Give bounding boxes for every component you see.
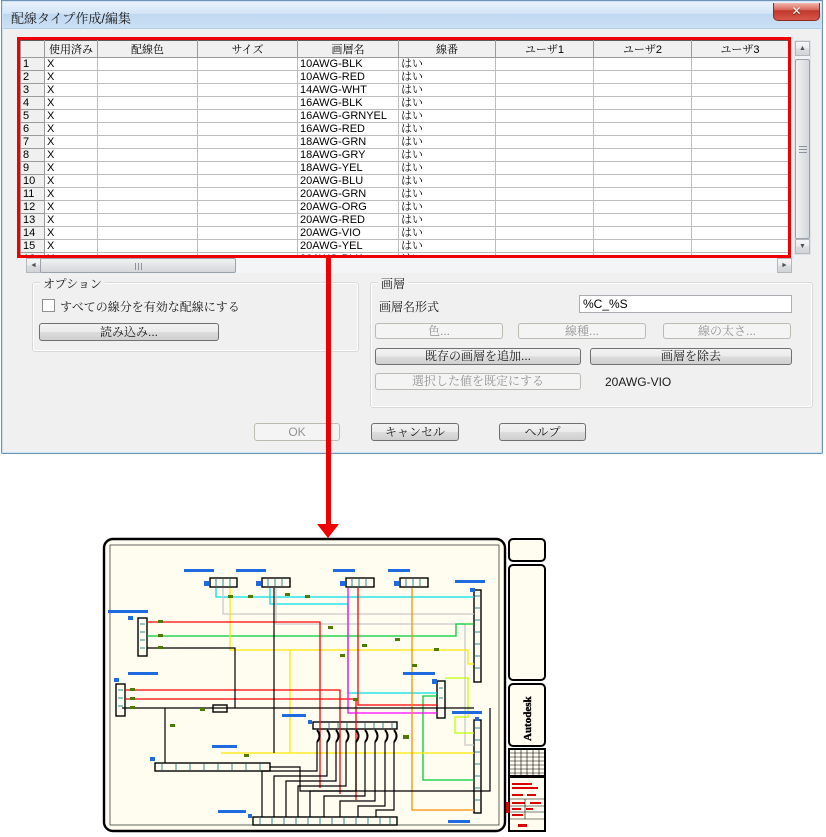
color-button[interactable]: 色... — [375, 323, 503, 339]
grid-cell: 20AWG-BLU — [298, 175, 399, 188]
grid-cell — [692, 201, 789, 214]
grid-cell — [496, 227, 594, 240]
table-row[interactable] — [21, 175, 789, 188]
grid-cell — [692, 240, 789, 253]
grid-cell — [98, 58, 198, 71]
row-number-cell: 14 — [21, 227, 45, 240]
horizontal-scroll-thumb[interactable] — [40, 258, 236, 273]
grid-cell — [98, 136, 198, 149]
grid-cell: はい — [399, 240, 496, 253]
row-number-cell: 2 — [21, 71, 45, 84]
grid-cell — [98, 123, 198, 136]
grid-cell — [98, 201, 198, 214]
annotation-arrow-head — [317, 524, 339, 538]
remove-layer-button[interactable]: 画層を除去 — [590, 348, 792, 365]
column-header[interactable]: 配線色 — [98, 41, 198, 58]
scroll-right-icon[interactable]: ► — [777, 258, 792, 273]
grid-cell — [594, 58, 692, 71]
grid-cell: X — [45, 71, 98, 84]
vertical-scrollbar[interactable] — [794, 40, 811, 255]
grid-cell: はい — [399, 149, 496, 162]
grid-cell — [594, 123, 692, 136]
grid-cell: はい — [399, 84, 496, 97]
grid-cell — [198, 227, 298, 240]
cancel-button[interactable]: キャンセル — [371, 423, 459, 441]
scroll-down-icon[interactable]: ▼ — [795, 239, 810, 254]
grid-cell — [496, 110, 594, 123]
grid-cell: X — [45, 175, 98, 188]
grid-cell: 20AWG-RED — [298, 214, 399, 227]
grid-cell — [496, 214, 594, 227]
grid-cell — [692, 175, 789, 188]
grid-cell: X — [45, 110, 98, 123]
table-row[interactable] — [21, 71, 789, 84]
grid-cell: X — [45, 240, 98, 253]
scroll-left-icon[interactable]: ◄ — [26, 258, 41, 273]
grid-cell — [594, 175, 692, 188]
grid-cell — [496, 136, 594, 149]
grid-cell — [692, 123, 789, 136]
horizontal-scrollbar[interactable] — [26, 258, 792, 273]
grid-cell — [198, 97, 298, 110]
valid-wires-checkbox-label[interactable]: すべての線分を有効な配線にする — [60, 300, 240, 314]
row-number-cell: 5 — [21, 110, 45, 123]
grid-cell — [198, 162, 298, 175]
column-header[interactable] — [21, 41, 45, 58]
grid-cell: 10AWG-BLK — [298, 58, 399, 71]
grid-cell: はい — [399, 58, 496, 71]
grid-cell: はい — [399, 123, 496, 136]
import-button[interactable]: 読み込み... — [39, 323, 219, 341]
grid-cell — [98, 71, 198, 84]
lineweight-button[interactable]: 線の太さ... — [663, 323, 791, 339]
column-header[interactable]: ユーザ1 — [496, 41, 594, 58]
column-header[interactable]: サイズ — [198, 41, 298, 58]
grid-cell: 16AWG-BLK — [298, 97, 399, 110]
grid-cell — [594, 110, 692, 123]
column-header[interactable]: 使用済み — [45, 41, 98, 58]
wire-type-table — [20, 40, 789, 258]
grid-cell — [98, 214, 198, 227]
grid-cell — [692, 214, 789, 227]
grid-cell — [98, 227, 198, 240]
layer-group-label: 画層 — [378, 275, 408, 292]
ok-button[interactable]: OK — [254, 423, 340, 441]
grid-cell — [692, 227, 789, 240]
grid-cell: X — [45, 227, 98, 240]
grid-cell: 16AWG-GRNYEL — [298, 110, 399, 123]
grid-cell: はい — [399, 188, 496, 201]
grid-cell: X — [45, 84, 98, 97]
table-row[interactable] — [21, 123, 789, 136]
grid-cell — [692, 58, 789, 71]
row-number-cell: 15 — [21, 240, 45, 253]
row-number-cell: 9 — [21, 162, 45, 175]
grid-cell — [496, 149, 594, 162]
grid-cell — [198, 84, 298, 97]
grid-cell — [98, 162, 198, 175]
grid-cell — [594, 227, 692, 240]
grid-cell — [594, 240, 692, 253]
grid-cell: はい — [399, 71, 496, 84]
grid-cell: 16AWG-RED — [298, 123, 399, 136]
grid-cell — [692, 110, 789, 123]
grid-cell: はい — [399, 162, 496, 175]
cad-drawing — [100, 536, 550, 836]
table-row[interactable] — [21, 240, 789, 253]
grid-cell — [594, 162, 692, 175]
column-header[interactable]: ユーザ2 — [594, 41, 692, 58]
grid-cell — [594, 201, 692, 214]
grid-cell: 18AWG-GRN — [298, 136, 399, 149]
grid-cell — [594, 214, 692, 227]
grid-cell: X — [45, 214, 98, 227]
grid-cell — [198, 149, 298, 162]
grid-cell: 14AWG-WHT — [298, 84, 399, 97]
grid-cell: X — [45, 162, 98, 175]
grid-cell: はい — [399, 136, 496, 149]
grid-cell — [98, 110, 198, 123]
grid-cell — [594, 84, 692, 97]
grid-cell — [594, 97, 692, 110]
grid-cell: 18AWG-GRY — [298, 149, 399, 162]
grid-cell — [496, 175, 594, 188]
close-button[interactable] — [773, 3, 820, 21]
options-group — [32, 282, 359, 352]
close-icon: ✕ — [791, 4, 802, 18]
column-header[interactable]: ユーザ3 — [692, 41, 789, 58]
grid-cell — [496, 201, 594, 214]
layer-format-input[interactable] — [579, 295, 792, 313]
table-row[interactable] — [21, 149, 789, 162]
grid-cell: 20AWG-YEL — [298, 240, 399, 253]
grid-cell: X — [45, 123, 98, 136]
grid-cell: 20AWG-ORG — [298, 201, 399, 214]
table-row[interactable] — [21, 136, 789, 149]
set-default-button[interactable]: 選択した値を既定にする — [375, 373, 581, 390]
grid-cell — [594, 188, 692, 201]
scroll-up-icon[interactable]: ▲ — [795, 41, 810, 56]
grid-cell: X — [45, 201, 98, 214]
table-row[interactable] — [21, 201, 789, 214]
grid-cell — [198, 110, 298, 123]
row-number-cell: 13 — [21, 214, 45, 227]
grid-cell: はい — [399, 227, 496, 240]
row-number-cell: 3 — [21, 84, 45, 97]
grid-cell — [692, 188, 789, 201]
table-row[interactable] — [21, 97, 789, 110]
grid-cell — [496, 97, 594, 110]
add-existing-layer-button[interactable]: 既存の画層を追加... — [375, 348, 581, 365]
grid-cell — [594, 71, 692, 84]
dialog-titlebar[interactable] — [3, 2, 821, 29]
row-number-cell: 1 — [21, 58, 45, 71]
grid-cell: はい — [399, 175, 496, 188]
grid-cell — [198, 175, 298, 188]
help-button[interactable]: ヘルプ — [499, 423, 586, 441]
table-row[interactable] — [21, 58, 789, 71]
annotation-arrow-line — [326, 255, 331, 526]
grid-cell — [496, 162, 594, 175]
wire-type-dialog — [1, 0, 823, 454]
grid-cell — [198, 201, 298, 214]
row-number-cell: 4 — [21, 97, 45, 110]
grid-cell: 20AWG-VIO — [298, 227, 399, 240]
grid-cell — [198, 136, 298, 149]
grid-cell — [198, 71, 298, 84]
grid-cell — [198, 188, 298, 201]
table-header-row[interactable] — [21, 41, 789, 58]
table-row[interactable] — [21, 110, 789, 123]
table-row[interactable] — [21, 214, 789, 227]
table-row[interactable] — [21, 227, 789, 240]
grid-cell: はい — [399, 201, 496, 214]
grid-cell — [692, 162, 789, 175]
grid-cell — [692, 149, 789, 162]
grid-cell: はい — [399, 97, 496, 110]
selected-layer-value: 20AWG-VIO — [605, 375, 672, 389]
grid-cell — [594, 149, 692, 162]
vertical-scroll-thumb[interactable] — [795, 59, 810, 239]
grid-cell — [98, 175, 198, 188]
grid-cell: 18AWG-YEL — [298, 162, 399, 175]
grid-cell — [496, 71, 594, 84]
grid-cell — [692, 71, 789, 84]
valid-wires-checkbox[interactable] — [42, 299, 55, 312]
grid-cell — [198, 58, 298, 71]
wire-type-table-container — [17, 37, 791, 258]
grid-cell: X — [45, 97, 98, 110]
grid-cell — [98, 188, 198, 201]
grid-cell — [692, 136, 789, 149]
grid-cell: はい — [399, 110, 496, 123]
grid-cell — [98, 149, 198, 162]
grid-cell — [98, 84, 198, 97]
row-number-cell: 10 — [21, 175, 45, 188]
grid-cell — [496, 123, 594, 136]
grid-cell — [198, 214, 298, 227]
grid-cell: X — [45, 188, 98, 201]
grid-cell: 10AWG-RED — [298, 71, 399, 84]
grid-cell — [692, 97, 789, 110]
row-number-cell: 12 — [21, 201, 45, 214]
grid-cell — [98, 97, 198, 110]
layer-format-label: 画層名形式 — [379, 300, 440, 314]
grid-cell — [692, 84, 789, 97]
grid-cell — [98, 240, 198, 253]
grid-cell: はい — [399, 214, 496, 227]
linetype-button[interactable]: 線種... — [518, 323, 646, 339]
table-row[interactable] — [21, 162, 789, 175]
grid-cell: X — [45, 58, 98, 71]
row-number-cell: 11 — [21, 188, 45, 201]
grid-cell — [496, 84, 594, 97]
grid-cell: 20AWG-GRN — [298, 188, 399, 201]
grid-cell — [496, 240, 594, 253]
grid-cell — [496, 188, 594, 201]
table-row[interactable] — [21, 188, 789, 201]
row-number-cell: 7 — [21, 136, 45, 149]
grid-cell: X — [45, 149, 98, 162]
column-header[interactable]: 画層名 — [298, 41, 399, 58]
options-group-label: オプション — [40, 275, 105, 292]
autodesk-logo: Autodesk — [522, 696, 534, 741]
grid-cell — [496, 58, 594, 71]
dialog-title: 配線タイプ作成/編集 — [11, 11, 131, 26]
grid-cell — [198, 123, 298, 136]
grid-cell — [198, 240, 298, 253]
grid-cell: X — [45, 136, 98, 149]
table-row[interactable] — [21, 84, 789, 97]
grid-cell — [594, 136, 692, 149]
column-header[interactable]: 線番 — [399, 41, 496, 58]
row-number-cell: 8 — [21, 149, 45, 162]
row-number-cell: 6 — [21, 123, 45, 136]
